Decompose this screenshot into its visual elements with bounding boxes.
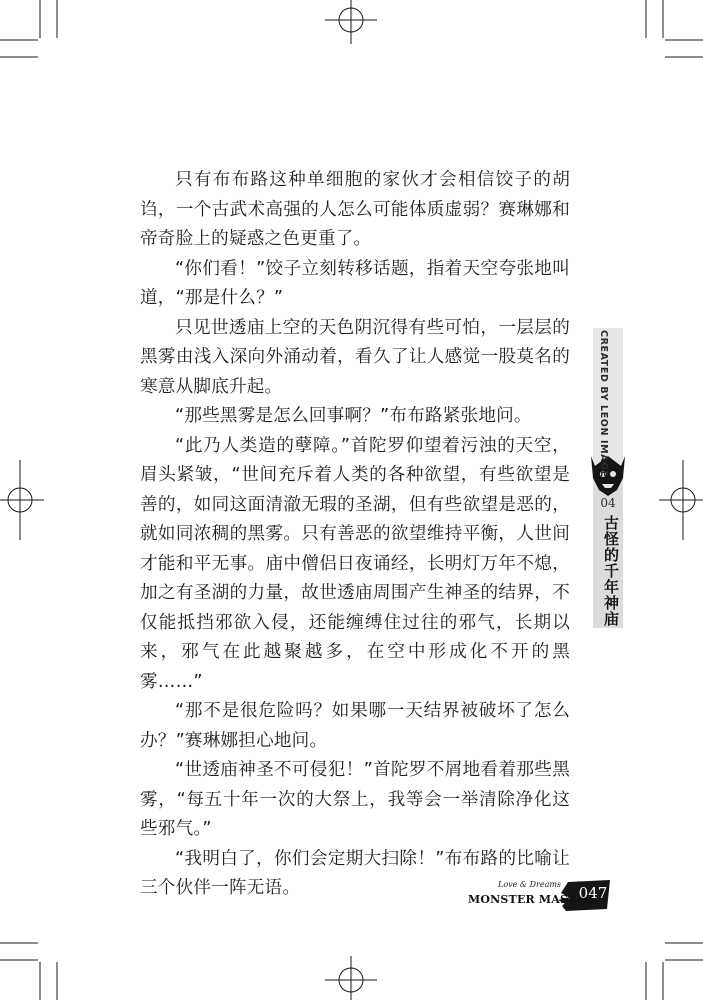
credit-text: CREATED BY LEON IMAGE (598, 330, 609, 478)
paragraph: “此乃人类造的孽障。”首陀罗仰望着污浊的天空，眉头紧皱，“世间充斥着人类的各种欲望，有些欲望是善的，如同这面清澈无瑕的圣湖，但有些欲望是恶的，就如同浓稠的黑雾。只有善恶的欲望维持平衡，人世间才能和平无事。庙中僧侣日夜诵经，长明灯万年不熄，加之有圣湖的力量，故世透庙周围产生神圣的结界，不仅能抵挡邪欲入侵，还能缠缚住过往的邪气，长期以来，邪气在此越聚越多，在空中形成化不开的黑雾……” (140, 435, 570, 692)
paragraph: “世透庙神圣不可侵犯！”首陀罗不屑地看着那些黑雾，“每五十年一次的大祭上，我等会一举清除净化这些邪气。” (140, 760, 570, 839)
series-tagline: Love & Dreams (498, 880, 562, 889)
series-name: MONSTER MASTER (468, 893, 595, 906)
paragraph: 只见世透庙上空的天色阴沉得有些可怕，一层层的黑雾由浅入深向外涌动着，看久了让人感觉一股莫名的寒意从脚底升起。 (140, 317, 570, 397)
paragraph: “那不是很危险吗？如果哪一天结界被破坏了怎么办？”赛琳娜担心地问。 (140, 701, 570, 751)
chapter-number: 04 (600, 496, 616, 510)
page-number: 047 (578, 884, 608, 902)
paragraph: 只有布布路这种单细胞的家伙才会相信饺子的胡诌，一个古武术高强的人怎么可能体质虚弱？赛琳娜和帝奇脸上的疑惑之色更重了。 (140, 170, 570, 249)
paragraph: “你们看！”饺子立刻转移话题，指着天空夸张地叫道，“那是什么？” (140, 258, 570, 308)
chapter-title: 古怪的千年神庙 (602, 515, 620, 627)
paragraph: “我明白了，你们会定期大扫除！”布布路的比喻让三个伙伴一阵无语。 (140, 848, 570, 898)
chapter-body (140, 166, 570, 904)
paragraph: “那些黑雾是怎么回事啊？”布布路紧张地问。 (175, 406, 532, 426)
